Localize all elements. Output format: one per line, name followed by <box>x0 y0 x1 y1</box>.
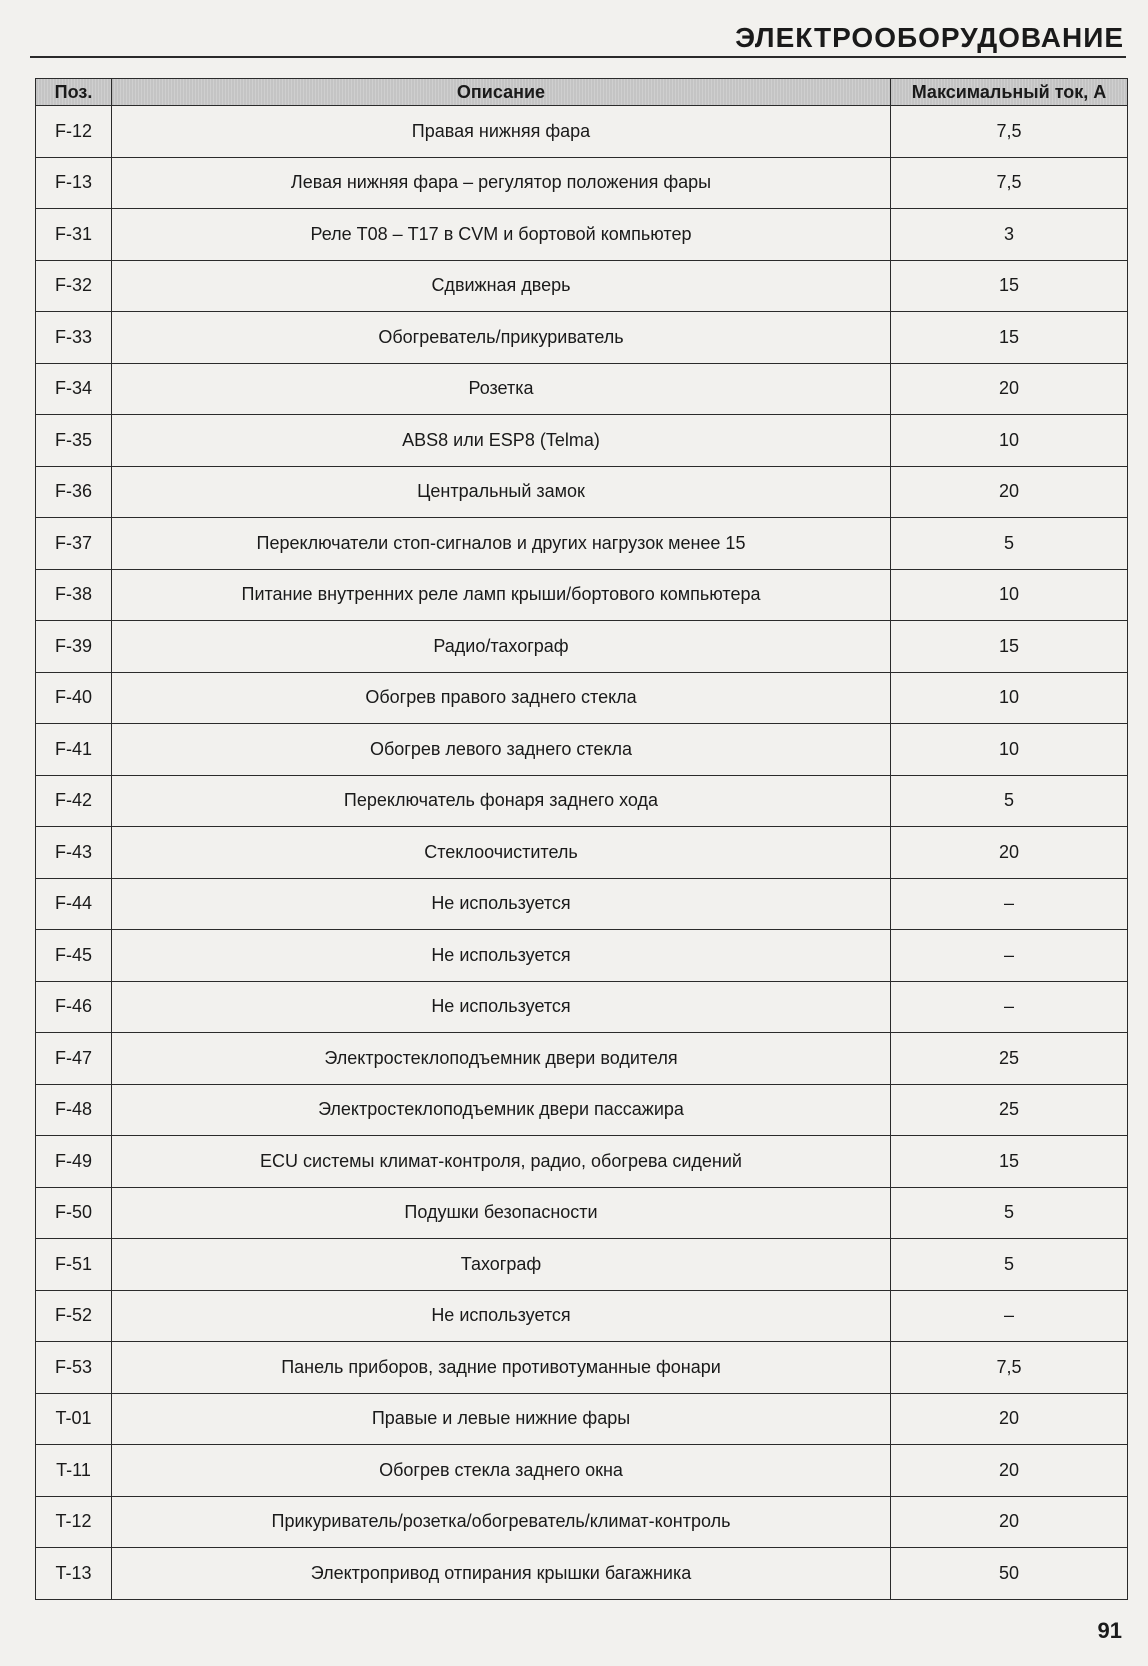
cell-pos: F-49 <box>36 1136 112 1188</box>
cell-max-current: – <box>891 1290 1128 1342</box>
cell-pos: F-51 <box>36 1239 112 1291</box>
cell-pos: F-53 <box>36 1342 112 1394</box>
cell-description: Правые и левые нижние фары <box>112 1393 891 1445</box>
table-row <box>36 1445 1128 1497</box>
cell-description: Панель приборов, задние противотуманные фонари <box>112 1342 891 1394</box>
cell-pos: F-38 <box>36 569 112 621</box>
table-row <box>36 1084 1128 1136</box>
table-row <box>36 775 1128 827</box>
table-row <box>36 106 1128 158</box>
column-header-pos: Поз. <box>36 79 112 106</box>
cell-pos: F-42 <box>36 775 112 827</box>
cell-description: Розетка <box>112 363 891 415</box>
page-number: 91 <box>1097 1618 1122 1643</box>
cell-max-current: 7,5 <box>891 1342 1128 1394</box>
cell-pos: F-34 <box>36 363 112 415</box>
table-row <box>36 1393 1128 1445</box>
cell-max-current: 7,5 <box>891 157 1128 209</box>
cell-max-current: 5 <box>891 1187 1128 1239</box>
cell-max-current: 20 <box>891 827 1128 879</box>
cell-description: Обогрев левого заднего стекла <box>112 724 891 776</box>
cell-description: Реле Т08 – Т17 в CVM и бортовой компьютер <box>112 209 891 261</box>
cell-max-current: 10 <box>891 724 1128 776</box>
cell-description: Электростеклоподъемник двери водителя <box>112 1033 891 1085</box>
column-header-max-current: Максимальный ток, А <box>891 79 1128 106</box>
table-row <box>36 569 1128 621</box>
cell-pos: F-39 <box>36 621 112 673</box>
cell-max-current: 50 <box>891 1548 1128 1600</box>
cell-description: Электростеклоподъемник двери пассажира <box>112 1084 891 1136</box>
cell-description: Левая нижняя фара – регулятор положения фары <box>112 157 891 209</box>
table-row <box>36 260 1128 312</box>
cell-max-current: 15 <box>891 260 1128 312</box>
cell-pos: F-36 <box>36 466 112 518</box>
table-row <box>36 518 1128 570</box>
cell-pos: F-31 <box>36 209 112 261</box>
column-header-description: Описание <box>112 79 891 106</box>
cell-max-current: 15 <box>891 312 1128 364</box>
cell-description: Переключатель фонаря заднего хода <box>112 775 891 827</box>
table-row <box>36 724 1128 776</box>
cell-max-current: 5 <box>891 775 1128 827</box>
cell-max-current: – <box>891 981 1128 1033</box>
page-title: ЭЛЕКТРООБОРУДОВАНИЕ <box>735 22 1124 53</box>
cell-description: Питание внутренних реле ламп крыши/бортового компьютера <box>112 569 891 621</box>
table-row <box>36 363 1128 415</box>
fuse-table <box>35 78 1128 1600</box>
cell-description: Прикуриватель/розетка/обогреватель/климат-контроль <box>112 1496 891 1548</box>
cell-max-current: 25 <box>891 1084 1128 1136</box>
cell-description: Не используется <box>112 930 891 982</box>
cell-description: Подушки безопасности <box>112 1187 891 1239</box>
cell-max-current: 10 <box>891 672 1128 724</box>
cell-max-current: 20 <box>891 1393 1128 1445</box>
cell-description: Радио/тахограф <box>112 621 891 673</box>
table-row <box>36 1136 1128 1188</box>
cell-description: Центральный замок <box>112 466 891 518</box>
table-row <box>36 1033 1128 1085</box>
cell-pos: T-12 <box>36 1496 112 1548</box>
table-row <box>36 1548 1128 1600</box>
cell-description: Обогрев стекла заднего окна <box>112 1445 891 1497</box>
cell-pos: F-40 <box>36 672 112 724</box>
cell-max-current: 25 <box>891 1033 1128 1085</box>
cell-description: Обогрев правого заднего стекла <box>112 672 891 724</box>
cell-max-current: 5 <box>891 518 1128 570</box>
table-row <box>36 466 1128 518</box>
cell-max-current: – <box>891 930 1128 982</box>
table-row <box>36 1187 1128 1239</box>
cell-description: Не используется <box>112 878 891 930</box>
table-row <box>36 827 1128 879</box>
cell-pos: F-48 <box>36 1084 112 1136</box>
table-row <box>36 621 1128 673</box>
table-row <box>36 1342 1128 1394</box>
table-row <box>36 415 1128 467</box>
cell-max-current: 20 <box>891 466 1128 518</box>
table-header-row <box>36 79 1128 106</box>
cell-max-current: 20 <box>891 1496 1128 1548</box>
table-body <box>36 106 1128 1600</box>
cell-max-current: 5 <box>891 1239 1128 1291</box>
cell-description: Обогреватель/прикуриватель <box>112 312 891 364</box>
cell-pos: T-11 <box>36 1445 112 1497</box>
table-row <box>36 672 1128 724</box>
cell-pos: F-33 <box>36 312 112 364</box>
cell-max-current: 15 <box>891 1136 1128 1188</box>
cell-description: Тахограф <box>112 1239 891 1291</box>
cell-pos: F-35 <box>36 415 112 467</box>
cell-description: ABS8 или ESP8 (Telma) <box>112 415 891 467</box>
cell-pos: F-37 <box>36 518 112 570</box>
cell-pos: F-32 <box>36 260 112 312</box>
cell-max-current: 20 <box>891 1445 1128 1497</box>
table-row <box>36 1290 1128 1342</box>
cell-max-current: 15 <box>891 621 1128 673</box>
cell-pos: F-45 <box>36 930 112 982</box>
cell-description: Стеклоочиститель <box>112 827 891 879</box>
cell-max-current: 7,5 <box>891 106 1128 158</box>
table-row <box>36 930 1128 982</box>
cell-max-current: 20 <box>891 363 1128 415</box>
cell-pos: F-12 <box>36 106 112 158</box>
cell-pos: F-43 <box>36 827 112 879</box>
cell-description: Не используется <box>112 1290 891 1342</box>
table-row <box>36 1239 1128 1291</box>
page-header <box>30 22 1126 58</box>
cell-pos: F-13 <box>36 157 112 209</box>
cell-description: Сдвижная дверь <box>112 260 891 312</box>
cell-pos: F-50 <box>36 1187 112 1239</box>
cell-description: ECU системы климат-контроля, радио, обогрева сидений <box>112 1136 891 1188</box>
cell-description: Переключатели стоп-сигналов и других нагрузок менее 15 <box>112 518 891 570</box>
table-row <box>36 157 1128 209</box>
table-row <box>36 981 1128 1033</box>
cell-pos: F-41 <box>36 724 112 776</box>
cell-pos: F-52 <box>36 1290 112 1342</box>
cell-description: Не используется <box>112 981 891 1033</box>
cell-pos: F-47 <box>36 1033 112 1085</box>
cell-pos: F-44 <box>36 878 112 930</box>
table-row <box>36 312 1128 364</box>
cell-max-current: 10 <box>891 569 1128 621</box>
cell-max-current: 10 <box>891 415 1128 467</box>
cell-description: Правая нижняя фара <box>112 106 891 158</box>
cell-pos: T-01 <box>36 1393 112 1445</box>
cell-pos: F-46 <box>36 981 112 1033</box>
cell-max-current: – <box>891 878 1128 930</box>
table-row <box>36 209 1128 261</box>
cell-description: Электропривод отпирания крышки багажника <box>112 1548 891 1600</box>
table-row <box>36 1496 1128 1548</box>
table-row <box>36 878 1128 930</box>
cell-max-current: 3 <box>891 209 1128 261</box>
cell-pos: T-13 <box>36 1548 112 1600</box>
